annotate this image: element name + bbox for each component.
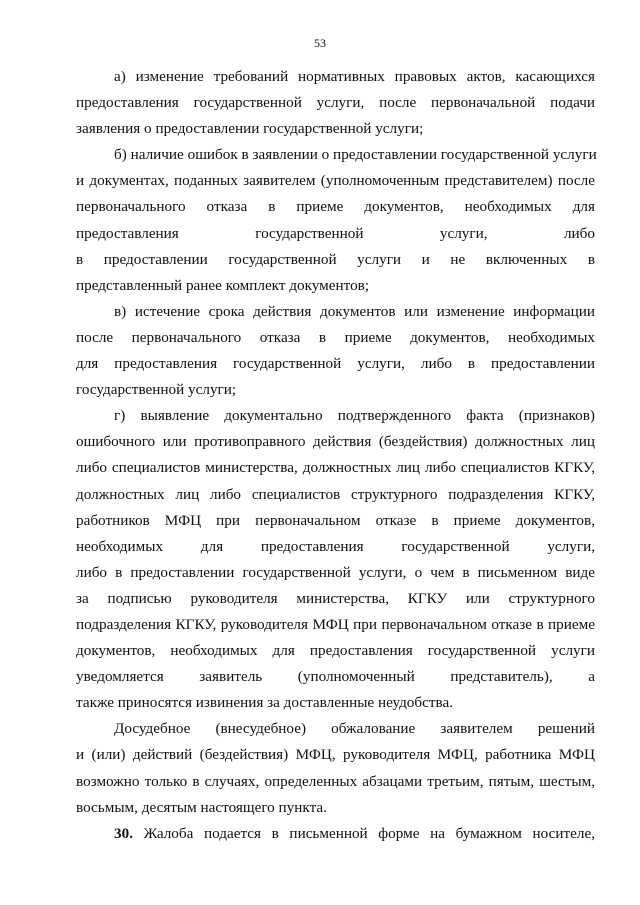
text-line: подразделения КГКУ, руководителя МФЦ при первоначальном отказе в приеме bbox=[76, 615, 595, 633]
text-line: в) истечение срока действия документов или изменение информации bbox=[114, 302, 595, 320]
paragraph-a bbox=[76, 64, 595, 142]
text-line: необходимых для предоставления государственной услуги, bbox=[76, 537, 595, 555]
paragraph-g bbox=[76, 403, 595, 716]
text-line: представленный ранее комплект документов; bbox=[76, 276, 370, 294]
page-number: 53 bbox=[314, 36, 326, 50]
paragraph-30 bbox=[76, 821, 595, 847]
clause-number: 30. bbox=[114, 824, 133, 842]
paragraph-b bbox=[76, 142, 595, 299]
text-line bbox=[76, 821, 595, 847]
text-line: за подписью руководителя министерства, КГКУ или структурного bbox=[76, 589, 595, 607]
document-body bbox=[76, 64, 595, 847]
paragraph-appeal bbox=[76, 716, 595, 820]
text-line: либо в предоставлении государственной услуги, о чем в письменном виде bbox=[76, 563, 595, 581]
text-line: также приносятся извинения за доставленные неудобства. bbox=[76, 694, 454, 712]
text-line: заявления о предоставлении государственной услуги; bbox=[76, 120, 424, 138]
clause-text: Жалоба подается в письменной форме на бумажном носителе, bbox=[143, 824, 595, 842]
text-line: уведомляется заявитель (уполномоченный представитель), а bbox=[76, 668, 595, 686]
text-line: Досудебное (внесудебное) обжалование заявителем решений bbox=[114, 720, 595, 738]
text-line: и (или) действий (бездействия) МФЦ, руководителя МФЦ, работника МФЦ bbox=[76, 746, 595, 764]
paragraph-v bbox=[76, 299, 595, 403]
text-line: работников МФЦ при первоначальном отказе в приеме документов, bbox=[76, 511, 595, 529]
text-line: предоставления государственной услуги, после первоначальной подачи bbox=[76, 94, 595, 112]
text-line: после первоначального отказа в приеме документов, необходимых bbox=[76, 328, 595, 346]
text-line: восьмым, десятым настоящего пункта. bbox=[76, 798, 327, 816]
text-line: документов, необходимых для предоставления государственной услуги bbox=[76, 642, 595, 660]
text-line: для предоставления государственной услуги, либо в предоставлении bbox=[76, 355, 595, 373]
text-line: ошибочного или противоправного действия (бездействия) должностных лиц bbox=[76, 433, 595, 451]
text-line: первоначального отказа в приеме документов, необходимых для bbox=[76, 198, 595, 216]
text-line: и документах, поданных заявителем (уполномоченным представителем) после bbox=[76, 172, 595, 190]
text-line: должностных лиц либо специалистов структурного подразделения КГКУ, bbox=[76, 485, 595, 503]
text-line: а) изменение требований нормативных правовых актов, касающихся bbox=[114, 68, 595, 85]
text-line: либо специалистов министерства, должностных лиц либо специалистов КГКУ, bbox=[76, 459, 595, 477]
text-line: в предоставлении государственной услуги и не включенных в bbox=[76, 250, 595, 268]
text-line: государственной услуги; bbox=[76, 381, 237, 399]
text-line: г) выявление документально подтвержденного факта (признаков) bbox=[114, 407, 595, 425]
text-line: предоставления государственной услуги, либо bbox=[76, 224, 595, 242]
text-line: возможно только в случаях, определенных абзацами третьим, пятым, шестым, bbox=[76, 772, 595, 790]
text-line: б) наличие ошибок в заявлении о предоставлении государственной услуги bbox=[114, 146, 597, 164]
